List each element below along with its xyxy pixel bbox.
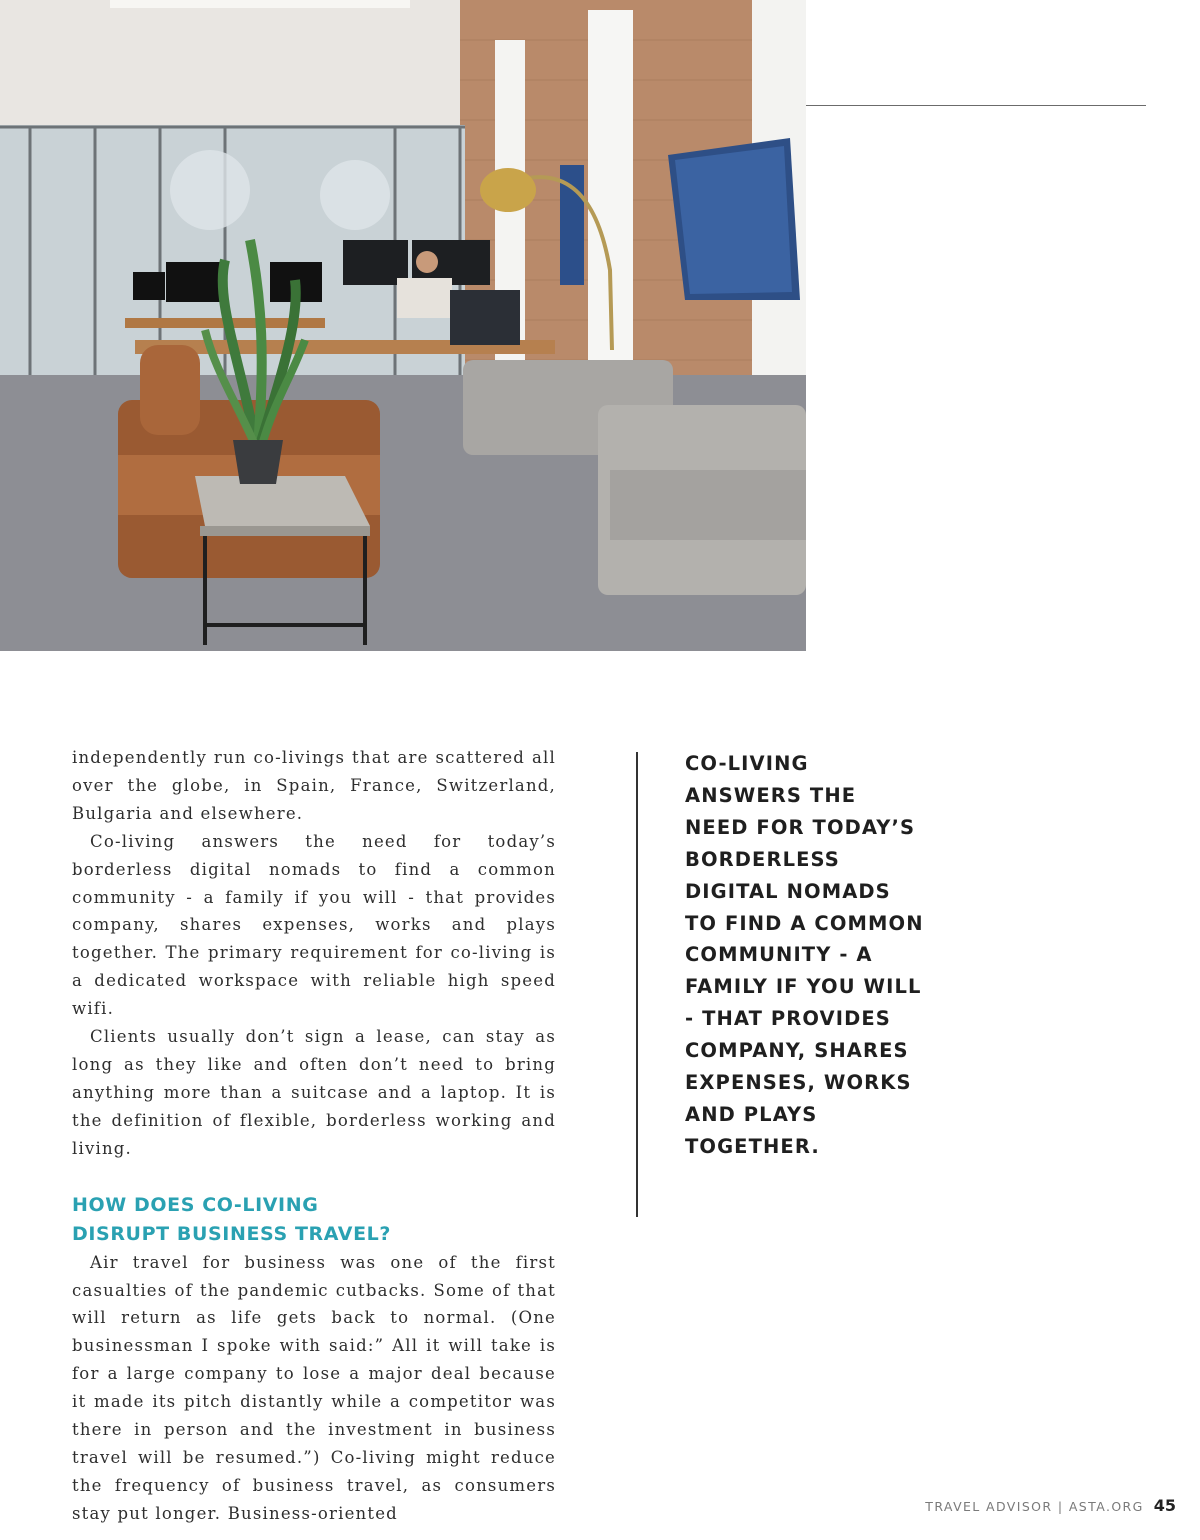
pull-quote-line: TOGETHER.: [685, 1134, 820, 1158]
page-footer: [925, 1496, 1176, 1515]
coworking-photo: [0, 0, 806, 651]
pull-quote-line: CO-LIVING: [685, 752, 809, 775]
pull-quote-line: FAMILY IF YOU WILL: [685, 975, 922, 999]
section-heading: [72, 1191, 556, 1249]
publication-label: TRAVEL ADVISOR | ASTA.ORG: [925, 1499, 1144, 1514]
paragraph-4: Air travel for business was one of the first casualties of the pandemic cutbacks. Some of that will return as life gets back to normal. (One businessman I spoke with said:” All it will take is for a large company to lose a major deal because it made its pitch distantly while a competitor was there in person and the investment in business travel will be resumed.”) Co-living might reduce the frequency of business travel, as consumers stay put longer. Business-oriented: [72, 1252, 556, 1523]
pull-quote-line: DIGITAL NOMADS: [685, 879, 891, 903]
paragraph-1: independently run co-livings that are scattered all over the globe, in Spain, France, Switzerland, Bulgaria and elsewhere.: [72, 748, 556, 823]
pull-quote-line: - THAT PROVIDES: [685, 1007, 891, 1031]
section-heading-line-1: HOW DOES CO-LIVING: [72, 1193, 319, 1216]
pull-quote-line: COMMUNITY - A: [685, 943, 873, 967]
pullquote-divider: [636, 752, 638, 1217]
pull-quote-line: EXPENSES, WORKS: [685, 1071, 912, 1095]
pull-quote-line: TO FIND A COMMON: [685, 911, 924, 935]
pull-quote: [685, 748, 945, 1163]
header-rule: [806, 105, 1146, 106]
article-body: [72, 744, 556, 1528]
pull-quote-line: COMPANY, SHARES: [685, 1039, 909, 1063]
page-number: 45: [1153, 1496, 1176, 1515]
pull-quote-line: NEED FOR TODAY’S: [685, 815, 916, 839]
section-heading-line-2: DISRUPT BUSINESS TRAVEL?: [72, 1222, 391, 1245]
paragraph-2: Co-living answers the need for today’s borderless digital nomads to find a common community - a family if you will - that provides company, shares expenses, works and plays together. The primary requirement for co-living is a dedicated workspace with reliable high speed wifi.: [72, 831, 556, 1019]
pull-quote-line: ANSWERS THE: [685, 783, 857, 807]
coworking-photo-illustration: [0, 0, 806, 651]
paragraph-3: Clients usually don’t sign a lease, can stay as long as they like and often don’t need to bring anything more than a suitcase and a laptop. It is the definition of flexible, borderless working and living.: [72, 1027, 556, 1158]
pull-quote-line: AND PLAYS: [685, 1102, 818, 1126]
pull-quote-line: BORDERLESS: [685, 847, 840, 871]
